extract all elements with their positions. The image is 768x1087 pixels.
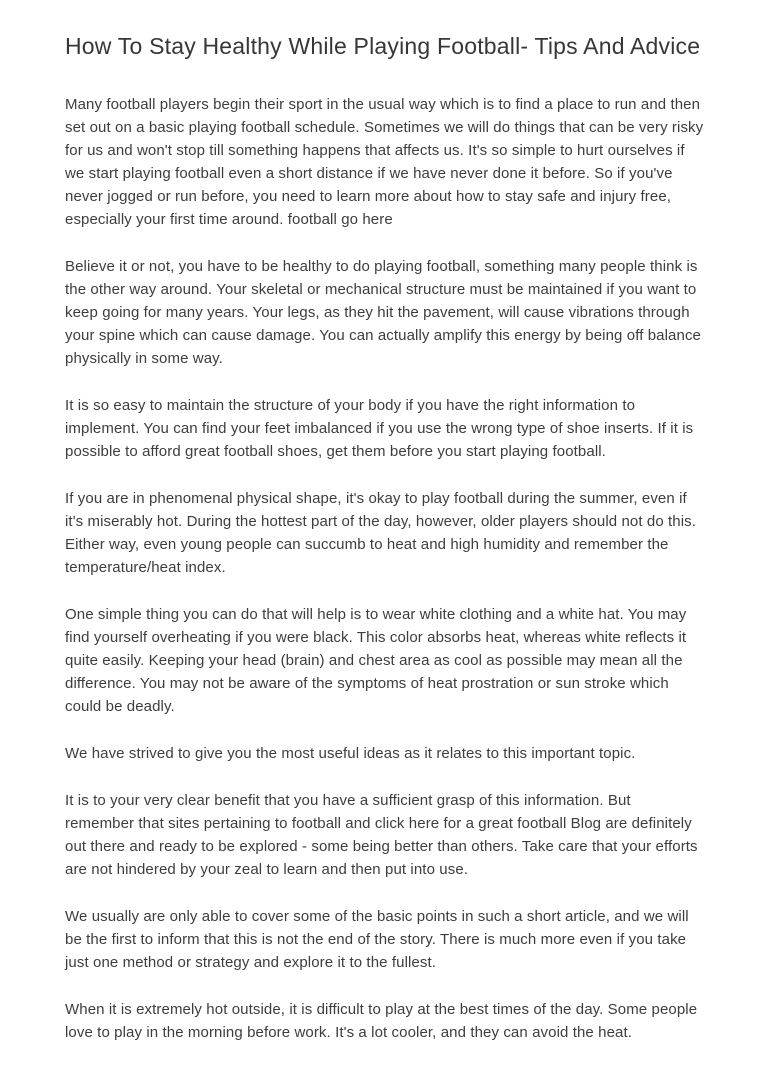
paragraph: Believe it or not, you have to be healthy to do playing football, something many people think is the other way around. Your skeletal or mechanical structure must be maintained if you want to keep going for many years. Your legs, as they hit the pavement, will cause vibrations through your spine which can cause damage. You can actually amplify this energy by being off balance physically in some way. [65,257,701,367]
paragraph: It is to your very clear benefit that you have a sufficient grasp of this information. But remember that sites pertaining to football and click here for a great football Blog are definitely out there and ready to be explored - some being better than others. Take care that your efforts are not hindered by your zeal to learn and then put into use. [65,791,698,878]
paragraph: One simple thing you can do that will help is to wear white clothing and a white hat. You may find yourself overheating if you were black. This color absorbs heat, whereas white reflects it quite easily. Keeping your head (brain) and chest area as cool as possible may mean all the difference. You may not be aware of the symptoms of heat prostration or sun stroke which could be deadly. [65,605,687,715]
paragraph: It is so easy to maintain the structure of your body if you have the right information to implement. You can find your feet imbalanced if you use the wrong type of shoe inserts. If it is possible to afford great football shoes, get them before you start playing football. [65,396,694,460]
paragraph: If you are in phenomenal physical shape, it's okay to play football during the summer, even if it's miserably hot. During the hottest part of the day, however, older players should not do this. Either way, even young people can succumb to heat and high humidity and remember the temperature/heat index. [65,489,697,576]
paragraph: Many football players begin their sport in the usual way which is to find a place to run and then set out on a basic playing football schedule. Sometimes we will do things that can be very risky for us and won't stop till something happens that affects us. It's so simple to hurt ourselves if we start playing football even a short distance if we have never done it before. So if you've never jogged or run before, you need to learn more about how to stay safe and injury free, especially your first time around. football go here [65,95,704,228]
paragraph: When it is extremely hot outside, it is difficult to play at the best times of the day. Some people love to play in the morning before work. It's a lot cooler, and they can avoid the heat. [65,1000,698,1041]
paragraph: We have strived to give you the most useful ideas as it relates to this important topic. [65,744,636,762]
paragraph: We usually are only able to cover some of the basic points in such a short article, and we will be the first to inform that this is not the end of the story. There is much more even if you take just one method or strategy and explore it to the fullest. [65,907,689,971]
document-body [65,93,704,1044]
document-title: How To Stay Healthy While Playing Football- Tips And Advice [65,33,701,59]
